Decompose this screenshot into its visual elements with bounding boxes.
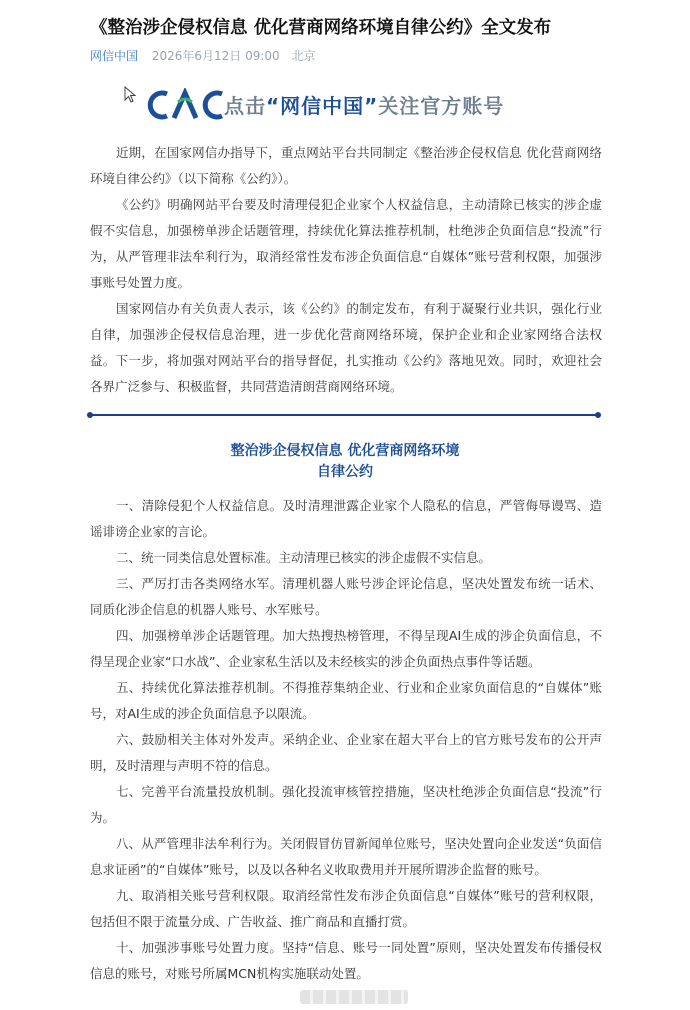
convention-item: 八、从严管理非法牟利行为。关闭假冒仿冒新闻单位账号，坚决处置向企业发送“负面信息求证函”的“自媒体”账号，以及以各种名义收取费用并开展所谓涉企监督的账号。 [90, 836, 602, 877]
convention-item: 三、严厉打击各类网络水军。清理机器人账号涉企评论信息，坚决处置发布统一话术、同质化涉企信息的机器人账号、水军账号。 [90, 576, 602, 617]
convention-item: 十、加强涉事账号处置力度。坚持“信息、账号一同处置”原则，坚决处置发布传播侵权信息的账号，对账号所属MCN机构实施联动处置。 [90, 940, 602, 981]
banner-highlight: “网信中国” [266, 94, 379, 118]
cac-logo-icon [142, 88, 228, 122]
section-divider [90, 414, 598, 416]
follow-banner[interactable] [120, 84, 560, 126]
intro-paragraph: 近期，在国家网信办指导下，重点网站平台共同制定《整治涉企侵权信息 优化营商网络环境自律公约》（以下简称《公约》）。 [90, 145, 602, 186]
article-title: 《整治涉企侵权信息 优化营商网络环境自律公约》全文发布 [90, 18, 552, 38]
banner-prefix: 点击 [224, 94, 266, 118]
convention-item: 二、统一同类信息处置标准。主动清理已核实的涉企虚假不实信息。 [116, 550, 492, 565]
banner-suffix: 关注官方账号 [378, 94, 505, 118]
article-location: 北京 [291, 49, 316, 63]
convention-item: 一、清除侵犯个人权益信息。及时清理泄露企业家个人隐私的信息，严管侮辱谩骂、造谣诽谤企业家的言论。 [90, 498, 602, 539]
intro-paragraph: 国家网信办有关负责人表示，该《公约》的制定发布，有利于凝聚行业共识，强化行业自律，加强涉企侵权信息治理，进一步优化营商网络环境，保护企业和企业家网络合法权益。下一步，将加强对网站平台的指导督促，扎实推动《公约》落地见效。同时，欢迎社会各界广泛参与、积极监督，共同营造清朗营商网络环境。 [90, 301, 602, 394]
convention-title: 整治涉企侵权信息 优化营商网络环境 [230, 443, 460, 459]
article-meta [90, 47, 316, 64]
watermark-bar [300, 990, 408, 1004]
convention-item: 九、取消相关账号营利权限。取消经常性发布涉企负面信息“自媒体”账号的营利权限，包括但不限于流量分成、广告收益、推广商品和直播打赏。 [90, 888, 602, 929]
convention-item: 四、加强榜单涉企话题管理。加大热搜热榜管理，不得呈现AI生成的涉企负面信息，不得呈现企业家“口水战”、企业家私生活以及未经核实的涉企负面热点事件等话题。 [90, 628, 602, 669]
article-date: 2026年6月12日 09:00 [151, 49, 280, 63]
convention-item: 五、持续优化算法推荐机制。不得推荐集纳企业、行业和企业家负面信息的“自媒体”账号，对AI生成的涉企负面信息予以限流。 [90, 680, 602, 721]
cursor-icon [124, 86, 138, 104]
intro-paragraph: 《公约》明确网站平台要及时清理侵犯企业家个人权益信息，主动清除已核实的涉企虚假不实信息，加强榜单涉企话题管理，持续优化算法推荐机制，杜绝涉企负面信息“投流”行为，从严管理非法牟利行为，取消经常性发布涉企负面信息“自媒体”账号营利权限，加强涉事账号处置力度。 [90, 197, 602, 290]
article-source-link[interactable]: 网信中国 [90, 49, 139, 63]
banner-text [224, 90, 504, 119]
convention-item: 七、完善平台流量投放机制。强化投流审核管控措施，坚决杜绝涉企负面信息“投流”行为。 [90, 784, 602, 825]
convention-item: 六、鼓励相关主体对外发声。采纳企业、企业家在超大平台上的官方账号发布的公开声明，及时清理与声明不符的信息。 [90, 732, 602, 773]
convention-title: 自律公约 [317, 464, 373, 480]
